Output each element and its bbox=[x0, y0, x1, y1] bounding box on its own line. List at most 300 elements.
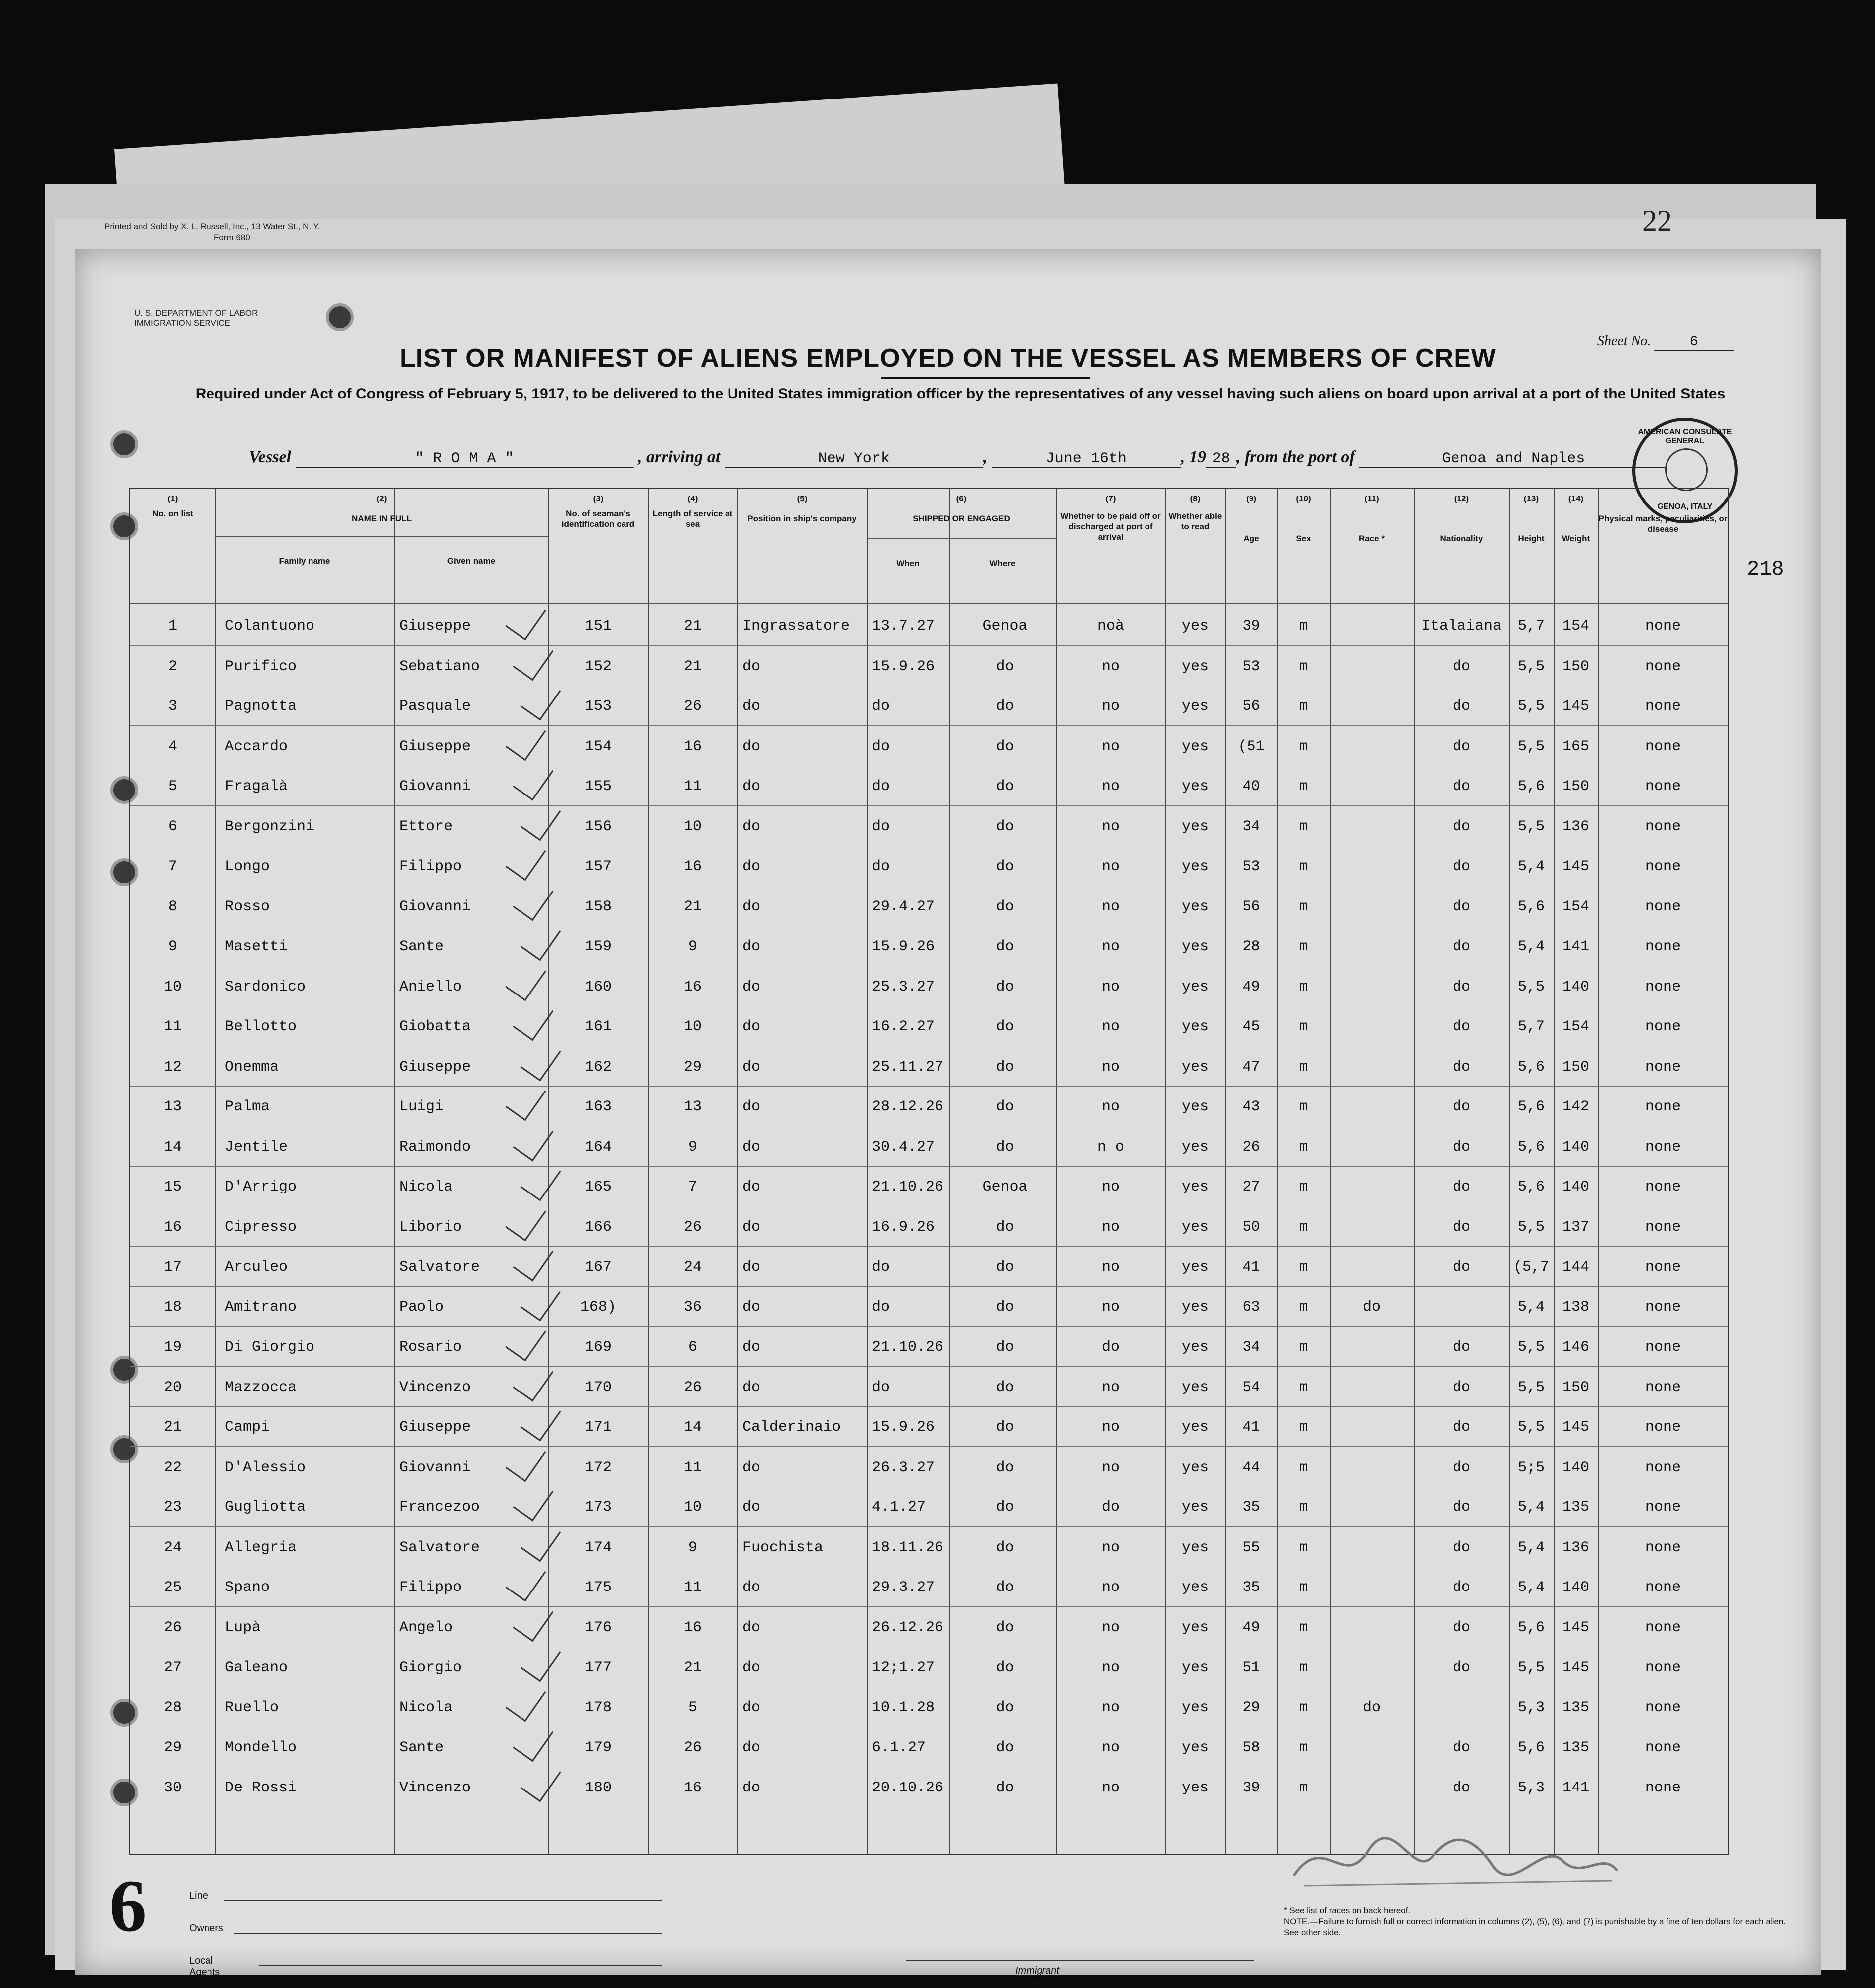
weight: 154 bbox=[1562, 618, 1589, 635]
given-name: Salvatore bbox=[399, 1539, 480, 1556]
paid-off: no bbox=[1101, 1699, 1120, 1716]
given-name: Nicola bbox=[399, 1699, 453, 1716]
service-length: 29 bbox=[683, 1058, 702, 1076]
id-card: 180 bbox=[584, 1779, 612, 1796]
service-length: 16 bbox=[683, 978, 702, 995]
family-name: Pagnotta bbox=[225, 698, 297, 715]
column-rule bbox=[1554, 489, 1555, 1854]
sex: m bbox=[1299, 738, 1308, 755]
height: 5,6 bbox=[1517, 898, 1545, 915]
age: 29 bbox=[1242, 1699, 1260, 1716]
family-name: Colantuono bbox=[225, 618, 315, 635]
row-number: 24 bbox=[163, 1539, 182, 1556]
sex: m bbox=[1299, 1579, 1308, 1596]
physical-marks: none bbox=[1645, 938, 1681, 955]
shipped-where: do bbox=[996, 858, 1014, 875]
height: 5,6 bbox=[1517, 1138, 1545, 1156]
header-rule bbox=[130, 603, 1728, 604]
height: 5,5 bbox=[1517, 1218, 1545, 1236]
height: 5,4 bbox=[1517, 1499, 1545, 1516]
weight: 150 bbox=[1562, 778, 1589, 795]
sex: m bbox=[1299, 1018, 1308, 1035]
weight: 145 bbox=[1562, 698, 1589, 715]
shipped-when: 13.7.27 bbox=[872, 618, 935, 635]
column-header-c10: Sex bbox=[1296, 534, 1311, 543]
height: 5,6 bbox=[1517, 1179, 1545, 1195]
age: 41 bbox=[1242, 1419, 1260, 1436]
physical-marks: none bbox=[1645, 1619, 1681, 1636]
shipped-where: do bbox=[996, 1339, 1014, 1356]
able-to-read: yes bbox=[1181, 1579, 1209, 1596]
shipped-where: do bbox=[996, 738, 1014, 755]
id-card: 153 bbox=[584, 698, 612, 715]
height: 5,5 bbox=[1517, 1419, 1545, 1436]
physical-marks: none bbox=[1645, 698, 1681, 715]
age: 47 bbox=[1242, 1058, 1260, 1076]
age: (51 bbox=[1238, 738, 1265, 755]
height: 5,5 bbox=[1517, 1339, 1545, 1356]
given-name: Luigi bbox=[399, 1098, 444, 1115]
row-rule bbox=[130, 1326, 1728, 1327]
shipped-where: do bbox=[996, 1739, 1014, 1756]
arrival-port: New York bbox=[725, 450, 983, 468]
row-number: 3 bbox=[168, 698, 177, 715]
column-rule bbox=[1598, 489, 1599, 1854]
id-card: 160 bbox=[584, 978, 612, 995]
row-number: 17 bbox=[163, 1259, 182, 1276]
given-name: Filippo bbox=[399, 858, 462, 875]
nationality: do bbox=[1452, 1179, 1470, 1195]
service-length: 9 bbox=[688, 1138, 697, 1156]
able-to-read: yes bbox=[1181, 1379, 1209, 1396]
weight: 165 bbox=[1562, 738, 1589, 755]
shipped-where: do bbox=[996, 1699, 1014, 1716]
given-name: Pasquale bbox=[399, 698, 471, 715]
service-length: 16 bbox=[683, 738, 702, 755]
shipped-where: do bbox=[996, 1138, 1014, 1156]
service-length: 10 bbox=[683, 818, 702, 835]
able-to-read: yes bbox=[1181, 658, 1209, 675]
race: do bbox=[1362, 1298, 1381, 1316]
column-header-c9: Age bbox=[1243, 534, 1259, 543]
weight: 138 bbox=[1562, 1298, 1589, 1316]
nationality: do bbox=[1452, 778, 1470, 795]
sex: m bbox=[1299, 1499, 1308, 1516]
paid-off: n o bbox=[1097, 1138, 1124, 1156]
service-line: IMMIGRATION SERVICE bbox=[134, 318, 231, 328]
service-length: 16 bbox=[683, 858, 702, 875]
shipped-when: 18.11.26 bbox=[872, 1539, 944, 1556]
family-name: Fragalà bbox=[225, 778, 288, 795]
able-to-read: yes bbox=[1181, 1298, 1209, 1316]
row-number: 5 bbox=[168, 778, 177, 795]
column-rule bbox=[1277, 489, 1278, 1854]
age: 49 bbox=[1242, 1619, 1260, 1636]
nationality: do bbox=[1452, 1739, 1470, 1756]
inspector-field bbox=[906, 1960, 1254, 1961]
position: do bbox=[742, 738, 761, 755]
paid-off: no bbox=[1101, 1539, 1120, 1556]
nationality: do bbox=[1452, 1659, 1470, 1676]
check-mark-icon bbox=[513, 1358, 553, 1401]
physical-marks: none bbox=[1645, 1138, 1681, 1156]
id-card: 163 bbox=[584, 1098, 612, 1115]
weight: 135 bbox=[1562, 1739, 1589, 1756]
given-name: Giuseppe bbox=[399, 738, 471, 755]
service-length: 26 bbox=[683, 1739, 702, 1756]
column-header-c6b: Where bbox=[989, 559, 1016, 568]
family-name: Mondello bbox=[225, 1739, 297, 1756]
family-name: Bergonzini bbox=[225, 818, 315, 835]
row-number: 10 bbox=[163, 978, 182, 995]
shipped-where: do bbox=[996, 938, 1014, 955]
column-header-c11_num: (11) bbox=[1364, 494, 1379, 503]
given-name: Vincenzo bbox=[399, 1379, 471, 1396]
sex: m bbox=[1299, 1138, 1308, 1156]
family-name: Arculeo bbox=[225, 1259, 288, 1276]
column-rule bbox=[215, 489, 216, 1854]
nationality: Italaiana bbox=[1421, 618, 1502, 635]
nationality: do bbox=[1452, 738, 1470, 755]
printer-imprint bbox=[104, 221, 320, 243]
age: 58 bbox=[1242, 1739, 1260, 1756]
given-name: Giuseppe bbox=[399, 618, 471, 635]
column-header-c12_num: (12) bbox=[1454, 494, 1469, 503]
column-header-c3_num: (3) bbox=[593, 494, 604, 503]
row-rule bbox=[130, 1166, 1728, 1167]
department-heading bbox=[134, 308, 258, 328]
sex: m bbox=[1299, 698, 1308, 715]
age: 34 bbox=[1242, 818, 1260, 835]
physical-marks: none bbox=[1645, 1058, 1681, 1076]
given-name: Sante bbox=[399, 1739, 444, 1756]
paid-off: noà bbox=[1097, 618, 1124, 635]
shipped-when: 16.2.27 bbox=[872, 1018, 935, 1035]
paid-off: do bbox=[1101, 1339, 1120, 1356]
shipped-where: do bbox=[996, 1659, 1014, 1676]
able-to-read: yes bbox=[1181, 1218, 1209, 1236]
paid-off: no bbox=[1101, 1739, 1120, 1756]
title-underline bbox=[881, 377, 1090, 379]
shipped-where: do bbox=[996, 1218, 1014, 1236]
row-number: 1 bbox=[168, 618, 177, 635]
position: do bbox=[742, 858, 761, 875]
shipped-where: do bbox=[996, 1098, 1014, 1115]
shipped-where: do bbox=[996, 658, 1014, 675]
height: 5,7 bbox=[1517, 618, 1545, 635]
physical-marks: none bbox=[1645, 1339, 1681, 1356]
able-to-read: yes bbox=[1181, 778, 1209, 795]
sex: m bbox=[1299, 818, 1308, 835]
given-name: Sebatiano bbox=[399, 658, 480, 675]
nationality: do bbox=[1452, 698, 1470, 715]
owners-label: Owners bbox=[189, 1923, 223, 1934]
service-length: 13 bbox=[683, 1098, 702, 1115]
family-name: Accardo bbox=[225, 738, 288, 755]
paid-off: no bbox=[1101, 1218, 1120, 1236]
row-number: 23 bbox=[163, 1499, 182, 1516]
shipped-when: 21.10.26 bbox=[872, 1339, 944, 1356]
shipped-when: 15.9.26 bbox=[872, 658, 935, 675]
column-header-c6_num: (6) bbox=[956, 494, 967, 503]
printer-line: Printed and Sold by X. L. Russell, Inc., 13 Water St., N. Y. bbox=[104, 222, 320, 231]
age: 43 bbox=[1242, 1098, 1260, 1115]
able-to-read: yes bbox=[1181, 1539, 1209, 1556]
position: do bbox=[742, 1298, 761, 1316]
nationality: do bbox=[1452, 1018, 1470, 1035]
height: 5,6 bbox=[1517, 1739, 1545, 1756]
position: do bbox=[742, 1739, 761, 1756]
weight: 150 bbox=[1562, 1379, 1589, 1396]
physical-marks: none bbox=[1645, 1018, 1681, 1035]
shipped-where: do bbox=[996, 1298, 1014, 1316]
nationality: do bbox=[1452, 1499, 1470, 1516]
able-to-read: yes bbox=[1181, 1739, 1209, 1756]
row-number: 20 bbox=[163, 1379, 182, 1396]
column-header-c10_num: (10) bbox=[1296, 494, 1311, 503]
paid-off: no bbox=[1101, 938, 1120, 955]
page-number-large: 6 bbox=[109, 1865, 147, 1947]
row-number: 25 bbox=[163, 1579, 182, 1596]
shipped-where: do bbox=[996, 1779, 1014, 1796]
able-to-read: yes bbox=[1181, 1499, 1209, 1516]
physical-marks: none bbox=[1645, 778, 1681, 795]
id-card: 178 bbox=[584, 1699, 612, 1716]
column-header-c6a: When bbox=[896, 559, 920, 568]
age: 56 bbox=[1242, 698, 1260, 715]
row-rule bbox=[130, 1526, 1728, 1527]
family-name: Rosso bbox=[225, 898, 270, 915]
position: do bbox=[742, 1699, 761, 1716]
service-length: 7 bbox=[688, 1179, 697, 1195]
column-header-c2a: Family name bbox=[279, 556, 330, 566]
id-card: 176 bbox=[584, 1619, 612, 1636]
column-rule bbox=[394, 489, 395, 1854]
physical-marks: none bbox=[1645, 1218, 1681, 1236]
row-number: 16 bbox=[163, 1218, 182, 1236]
physical-marks: none bbox=[1645, 1579, 1681, 1596]
age: 39 bbox=[1242, 618, 1260, 635]
height: 5,5 bbox=[1517, 1659, 1545, 1676]
line-label: Line bbox=[189, 1890, 208, 1901]
column-header-c14_num: (14) bbox=[1568, 494, 1584, 503]
sex: m bbox=[1299, 898, 1308, 915]
nationality: do bbox=[1452, 1218, 1470, 1236]
column-header-c7: Whether to be paid off or discharged at port of arrival bbox=[1060, 511, 1161, 542]
physical-marks: none bbox=[1645, 1298, 1681, 1316]
weight: 141 bbox=[1562, 938, 1589, 955]
weight: 150 bbox=[1562, 658, 1589, 675]
row-rule bbox=[130, 1606, 1728, 1607]
family-name: Lupà bbox=[225, 1619, 261, 1636]
shipped-when: 4.1.27 bbox=[872, 1499, 926, 1516]
paid-off: no bbox=[1101, 1098, 1120, 1115]
check-mark-icon bbox=[505, 1197, 546, 1241]
able-to-read: yes bbox=[1181, 1779, 1209, 1796]
paid-off: no bbox=[1101, 1298, 1120, 1316]
sex: m bbox=[1299, 1659, 1308, 1676]
service-length: 11 bbox=[683, 778, 702, 795]
paid-off: no bbox=[1101, 1419, 1120, 1436]
row-rule bbox=[130, 1446, 1728, 1447]
family-name: D'Alessio bbox=[225, 1459, 306, 1476]
check-mark-icon bbox=[513, 1718, 553, 1762]
shipped-when: 25.11.27 bbox=[872, 1058, 944, 1076]
column-header-c7_num: (7) bbox=[1105, 494, 1116, 503]
column-header-c6: SHIPPED OR ENGAGED bbox=[913, 514, 1010, 523]
weight: 140 bbox=[1562, 978, 1589, 995]
shipped-when: 21.10.26 bbox=[872, 1179, 944, 1195]
family-name: Cipresso bbox=[225, 1218, 297, 1236]
able-to-read: yes bbox=[1181, 978, 1209, 995]
shipped-where: do bbox=[996, 698, 1014, 715]
column-header-c8: Whether able to read bbox=[1168, 511, 1222, 531]
family-name: Galeano bbox=[225, 1659, 288, 1676]
weight: 145 bbox=[1562, 1419, 1589, 1436]
weight: 140 bbox=[1562, 1459, 1589, 1476]
service-length: 26 bbox=[683, 698, 702, 715]
shipped-when: 6.1.27 bbox=[872, 1739, 926, 1756]
physical-marks: none bbox=[1645, 1459, 1681, 1476]
given-name: Giovanni bbox=[399, 898, 471, 915]
shipped-when: 15.9.26 bbox=[872, 938, 935, 955]
sex: m bbox=[1299, 778, 1308, 795]
physical-marks: none bbox=[1645, 978, 1681, 995]
id-card: 155 bbox=[584, 778, 612, 795]
paid-off: no bbox=[1101, 1179, 1120, 1195]
service-length: 9 bbox=[688, 1539, 697, 1556]
shipped-when: 12;1.27 bbox=[872, 1659, 935, 1676]
shipped-where: do bbox=[996, 818, 1014, 835]
sex: m bbox=[1299, 1739, 1308, 1756]
family-name: De Rossi bbox=[225, 1779, 297, 1796]
shipped-when: do bbox=[872, 1298, 890, 1316]
age: 41 bbox=[1242, 1259, 1260, 1276]
age: 54 bbox=[1242, 1379, 1260, 1396]
agents-field bbox=[259, 1965, 662, 1966]
weight: 145 bbox=[1562, 1659, 1589, 1676]
able-to-read: yes bbox=[1181, 1259, 1209, 1276]
dept-line: U. S. DEPARTMENT OF LABOR bbox=[134, 308, 258, 318]
row-rule bbox=[130, 1286, 1728, 1287]
paid-off: no bbox=[1101, 1659, 1120, 1676]
family-name: Longo bbox=[225, 858, 270, 875]
nationality: do bbox=[1452, 898, 1470, 915]
physical-marks: none bbox=[1645, 1539, 1681, 1556]
height: 5,3 bbox=[1517, 1779, 1545, 1796]
shipped-when: 30.4.27 bbox=[872, 1138, 935, 1156]
service-length: 26 bbox=[683, 1218, 702, 1236]
shipped-when: do bbox=[872, 1379, 890, 1396]
shipped-when: 16.9.26 bbox=[872, 1218, 935, 1236]
row-number: 11 bbox=[163, 1018, 182, 1035]
height: 5,5 bbox=[1517, 738, 1545, 755]
paid-off: no bbox=[1101, 738, 1120, 755]
age: 40 bbox=[1242, 778, 1260, 795]
id-card: 177 bbox=[584, 1659, 612, 1676]
able-to-read: yes bbox=[1181, 1419, 1209, 1436]
sex: m bbox=[1299, 1619, 1308, 1636]
service-length: 10 bbox=[683, 1499, 702, 1516]
column-header-c4_num: (4) bbox=[687, 494, 698, 503]
given-name: Aniello bbox=[399, 978, 462, 995]
weight: 135 bbox=[1562, 1699, 1589, 1716]
shipped-where: do bbox=[996, 1459, 1014, 1476]
shipped-when: 28.12.26 bbox=[872, 1098, 944, 1115]
physical-marks: none bbox=[1645, 898, 1681, 915]
check-mark-icon bbox=[513, 757, 553, 801]
column-header-c12: Nationality bbox=[1440, 534, 1483, 543]
row-rule bbox=[130, 1406, 1728, 1407]
nationality: do bbox=[1452, 858, 1470, 875]
given-name: Giorgio bbox=[399, 1659, 462, 1676]
height: 5,4 bbox=[1517, 938, 1545, 955]
family-name: Jentile bbox=[225, 1138, 288, 1156]
age: 63 bbox=[1242, 1298, 1260, 1316]
shipped-when: 25.3.27 bbox=[872, 978, 935, 995]
position: do bbox=[742, 978, 761, 995]
sex: m bbox=[1299, 1419, 1308, 1436]
able-to-read: yes bbox=[1181, 1459, 1209, 1476]
row-rule bbox=[130, 1366, 1728, 1367]
row-number: 9 bbox=[168, 938, 177, 955]
weight: 144 bbox=[1562, 1259, 1589, 1276]
shipped-where: Genoa bbox=[982, 618, 1028, 635]
position: do bbox=[742, 1659, 761, 1676]
id-card: 159 bbox=[584, 938, 612, 955]
given-name: Liborio bbox=[399, 1218, 462, 1236]
physical-marks: none bbox=[1645, 1379, 1681, 1396]
age: 35 bbox=[1242, 1579, 1260, 1596]
service-length: 21 bbox=[683, 658, 702, 675]
service-length: 21 bbox=[683, 1659, 702, 1676]
weight: 146 bbox=[1562, 1339, 1589, 1356]
row-rule bbox=[130, 645, 1728, 646]
able-to-read: yes bbox=[1181, 1659, 1209, 1676]
paid-off: no bbox=[1101, 1058, 1120, 1076]
age: 44 bbox=[1242, 1459, 1260, 1476]
nationality: do bbox=[1452, 1098, 1470, 1115]
given-name: Sante bbox=[399, 938, 444, 955]
check-mark-icon bbox=[513, 1117, 553, 1161]
given-name: Salvatore bbox=[399, 1259, 480, 1276]
id-card: 162 bbox=[584, 1058, 612, 1076]
margin-annotation: 218 bbox=[1747, 557, 1784, 581]
position: do bbox=[742, 1379, 761, 1396]
height: 5,6 bbox=[1517, 778, 1545, 795]
row-number: 22 bbox=[163, 1459, 182, 1476]
given-name: Angelo bbox=[399, 1619, 453, 1636]
age: 26 bbox=[1242, 1138, 1260, 1156]
sex: m bbox=[1299, 938, 1308, 955]
physical-marks: none bbox=[1645, 1499, 1681, 1516]
paid-off: no bbox=[1101, 1579, 1120, 1596]
vessel-line: Vessel " R O M A " , arriving at New York , June 16th , 19 28 , from the port of Genoa and Naples bbox=[249, 448, 1667, 468]
nationality: do bbox=[1452, 1539, 1470, 1556]
shipped-when: do bbox=[872, 858, 890, 875]
shipped-where: do bbox=[996, 1619, 1014, 1636]
column-header-c1_num: (1) bbox=[167, 494, 178, 503]
manifest-page bbox=[75, 204, 1821, 1988]
id-card: 174 bbox=[584, 1539, 612, 1556]
age: 53 bbox=[1242, 858, 1260, 875]
position: do bbox=[742, 1499, 761, 1516]
from-label: , from the port of bbox=[1236, 448, 1355, 466]
nationality: do bbox=[1452, 1779, 1470, 1796]
weight: 141 bbox=[1562, 1779, 1589, 1796]
shipped-when: 10.1.28 bbox=[872, 1699, 935, 1716]
id-card: 161 bbox=[584, 1018, 612, 1035]
